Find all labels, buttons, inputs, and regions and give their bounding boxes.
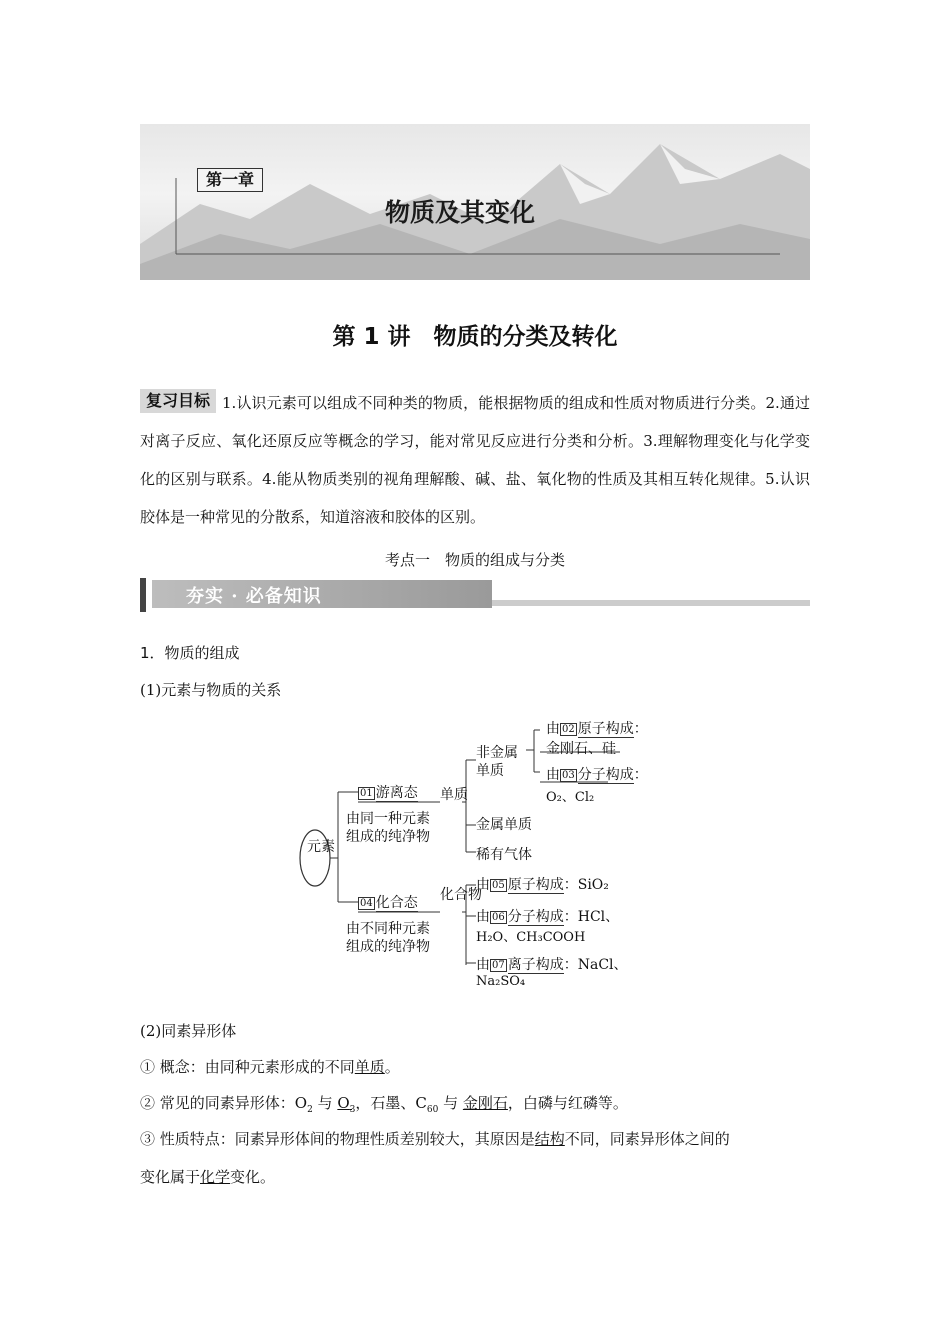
- review-goals-label: 复习目标: [140, 389, 216, 413]
- noble-gas: 稀有气体: [476, 847, 532, 863]
- answer-underline: 结构: [534, 1130, 565, 1148]
- blank-answer: 原子构成: [577, 721, 634, 737]
- blank-number: 03: [562, 770, 575, 781]
- free-state: [358, 782, 418, 802]
- nonmetal-2: 单质: [476, 763, 504, 779]
- atom-built: 由 02 原子构成：: [546, 721, 648, 737]
- comb-desc-2: 组成的纯净物: [346, 939, 430, 955]
- compound-ion: 由 07 离子构成：NaCl、: [476, 957, 628, 973]
- blank-answer: 游离态: [375, 785, 418, 801]
- blank-number: 07: [492, 960, 505, 971]
- compound-atom: 由 05 原子构成：SiO₂: [476, 877, 609, 893]
- concept-line: ① 概念：由同种元素形成的不同单质。: [140, 1058, 400, 1076]
- metal-simple: 金属单质: [476, 817, 532, 833]
- answer-underline: $O_3$: [337, 1094, 356, 1115]
- simple-substance: 单质: [440, 787, 468, 803]
- compound-molecule-ex: H₂O、CH₃COOH: [476, 930, 586, 945]
- answer-underline: 化学: [200, 1168, 231, 1186]
- chapter-label: 第一章: [197, 168, 263, 192]
- answer-underline: 单质: [354, 1058, 385, 1076]
- molecule-example: O₂、Cl₂: [546, 790, 595, 805]
- review-goals: [140, 384, 810, 536]
- section-marker: [140, 578, 146, 612]
- root-element: 元素: [307, 839, 335, 855]
- blank-number: 01: [360, 788, 373, 799]
- blank-number: 05: [492, 880, 505, 891]
- section-header: [140, 578, 810, 612]
- compound: 化合物: [440, 887, 482, 903]
- compound-molecule: 由 06 分子构成：HCl、: [476, 909, 620, 925]
- section-rule: [492, 600, 810, 606]
- free-desc-2: 组成的纯净物: [346, 829, 430, 845]
- review-goals-text: 1.认识元素可以组成不同种类的物质，能根据物质的组成和性质对物质进行分类。2.通过对离子反应、氧化还原反应等概念的学习，能对常见反应进行分类和分析。3.理解物理变化与化学变化的区别与联系。4.能从物质类别的视角理解酸、碱、盐、氧化物的性质及其相互转化规律。5.认识胶体是一种常见的分散系，知道溶液和胶体的区别。: [140, 394, 810, 526]
- s2-heading: (2)同素异形体: [140, 1022, 237, 1040]
- feature-line-1: ③ 性质特点：同素异形体间的物理性质差别较大，其原因是结构不同，同素异形体之间的: [140, 1130, 730, 1148]
- blank-number: 02: [562, 724, 575, 735]
- lecture-title: 第 1 讲 物质的分类及转化: [332, 324, 618, 350]
- answer-underline: 金刚石: [462, 1094, 508, 1112]
- feature-line-2: 变化属于化学变化。: [140, 1168, 276, 1186]
- compound-ion-ex: Na₂SO₄: [476, 974, 526, 989]
- combined-state: [358, 892, 418, 912]
- atom-example: 金刚石、硅: [546, 741, 616, 757]
- common-allotropes-line: ② 常见的同素异形体：$O_2$ 与 $O_3$，石墨、$C_{60}$ 与 金刚石，白磷与红磷等。: [140, 1094, 628, 1115]
- blank-answer: 原子构成: [507, 877, 564, 893]
- blank-answer: 分子构成: [507, 909, 564, 925]
- s1-heading: 1．物质的组成: [140, 644, 240, 662]
- molecule-built: 由 03 分子构成：: [546, 767, 648, 783]
- blank-answer: 离子构成: [507, 957, 564, 973]
- nonmetal-1: 非金属: [476, 745, 518, 761]
- comb-desc-1: 由不同种元素: [346, 921, 430, 937]
- blank-number: 06: [492, 912, 505, 923]
- element-relation-diagram: [290, 710, 660, 1000]
- section-label: 夯实 · 必备知识: [186, 586, 322, 607]
- chapter-title: 物质及其变化: [385, 198, 536, 227]
- free-desc-1: 由同一种元素: [346, 811, 430, 827]
- s1-sub: (1)元素与物质的关系: [140, 681, 282, 699]
- kaodian-title: 考点一 物质的组成与分类: [384, 551, 565, 569]
- blank-answer: 化合态: [375, 895, 418, 911]
- blank-number: 04: [360, 898, 373, 909]
- blank-answer: 分子构成: [577, 767, 634, 783]
